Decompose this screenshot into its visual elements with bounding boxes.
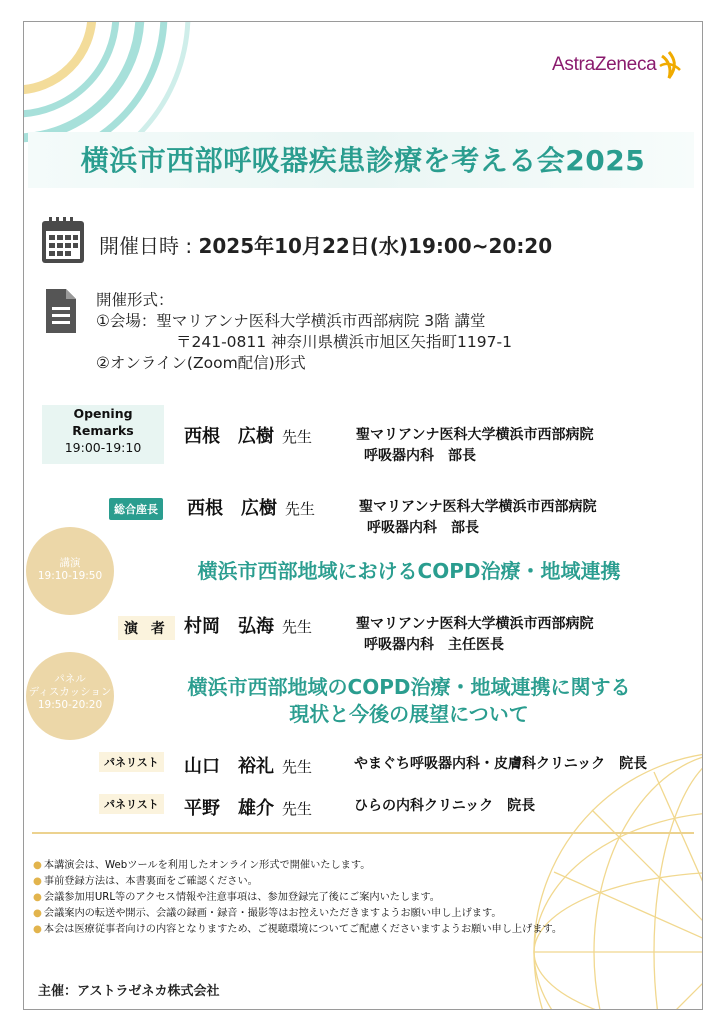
- opening-honorific: 先生: [282, 428, 313, 446]
- astrazeneca-logo: [552, 50, 682, 80]
- note-item: [33, 858, 562, 874]
- panelist-1-name: 山口 裕礼: [184, 756, 274, 777]
- panelist-1: [184, 752, 312, 778]
- format-heading: 開催形式：: [96, 291, 174, 309]
- note-item: [33, 906, 562, 922]
- note-bullet: ●: [33, 892, 42, 903]
- opening-speaker: [184, 422, 312, 448]
- lecture-topic: 横浜市西部地域におけるCOPD治療・地域連携: [197, 559, 621, 583]
- opening-aff-1: 聖マリアンナ医科大学横浜市西部病院: [356, 427, 594, 443]
- lecture-badge-label: 講演: [59, 557, 81, 569]
- date-label: 開催日時 :: [99, 234, 199, 258]
- note-text: 会議案内の転送や開示、会議の録画・録音・撮影等はお控えいただきますようお願い申し上げます。: [43, 908, 502, 919]
- date-value: 2025年10月22日(水)19:00~20:20: [198, 234, 553, 258]
- event-title: 横浜市西部呼吸器疾患診療を考える会2025: [80, 144, 646, 177]
- panel-topic-line-2: 現状と今後の展望について: [289, 702, 529, 726]
- format-venue: ①会場：聖マリアンナ医科大学横浜市西部病院 3階 講堂: [96, 312, 486, 330]
- divider: [32, 832, 694, 834]
- lecturer-name: 村岡 弘海: [184, 616, 274, 637]
- chair-aff-2: 呼吸器内科 部長: [367, 520, 479, 536]
- lecturer-honorific: 先生: [282, 618, 313, 636]
- chair-speaker: [187, 494, 315, 520]
- panel-topic-line-1: 横浜市西部地域のCOPD治療・地域連携に関する: [187, 675, 631, 699]
- note-bullet: ●: [33, 908, 42, 919]
- chair-tag: 総合座長: [109, 498, 163, 520]
- logo-mark-icon: [656, 50, 682, 80]
- note-item: [33, 874, 562, 890]
- lecturer-aff-1: 聖マリアンナ医科大学横浜市西部病院: [356, 616, 594, 632]
- panel-time: 19:50-20:20: [37, 699, 103, 711]
- panel-badge-line-2: ディスカッション: [28, 686, 112, 698]
- document-icon: [44, 287, 78, 335]
- panel-topic: [124, 674, 694, 728]
- opening-label-1: Opening: [73, 406, 133, 421]
- lecturer-affiliation: [356, 614, 593, 656]
- note-text: 事前登録方法は、本書裏面をご確認ください。: [43, 876, 258, 887]
- opening-remarks-box: [42, 405, 164, 464]
- format-block: [96, 290, 512, 374]
- opening-label-2: Remarks: [72, 423, 134, 438]
- format-address: 〒241-0811 神奈川県横浜市旭区矢指町1197-1: [176, 333, 512, 351]
- opening-affiliation: [356, 425, 593, 467]
- chair-aff-1: 聖マリアンナ医科大学横浜市西部病院: [359, 499, 597, 515]
- calendar-icon: [40, 213, 86, 265]
- panelist-2-honorific: 先生: [282, 800, 313, 818]
- logo-text: AstraZeneca: [552, 54, 657, 75]
- panelist-1-role: パネリスト: [99, 752, 164, 772]
- format-online: ②オンライン(Zoom配信)形式: [96, 354, 306, 372]
- note-text: 本会は医療従事者向けの内容となりますため、ご視聴環境についてご配慮くださいますようお願い申し上げます。: [43, 924, 563, 935]
- lecturer-role-tag: 演 者: [118, 616, 175, 640]
- chair-affiliation: [359, 497, 596, 539]
- flyer-page: [23, 21, 703, 1010]
- panelist-1-honorific: 先生: [282, 758, 313, 776]
- panelist-2: [184, 794, 312, 820]
- lecturer: [184, 612, 312, 638]
- lecture-time: 19:10-19:50: [37, 570, 103, 582]
- note-bullet: ●: [33, 860, 42, 871]
- lecturer-aff-2: 呼吸器内科 主任医長: [364, 637, 504, 653]
- panel-badge-line-1: パネル: [54, 673, 86, 685]
- note-bullet: ●: [33, 924, 42, 935]
- panelist-2-role: パネリスト: [99, 794, 164, 814]
- chair-speaker-name: 西根 広樹: [187, 498, 277, 519]
- note-text: 本講演会は、Webツールを利用したオンライン形式で開催いたします。: [43, 860, 371, 871]
- panel-badge: [26, 652, 114, 740]
- notes-list: [33, 858, 562, 938]
- lecture-badge: [26, 527, 114, 615]
- panelist-2-name: 平野 雄介: [184, 798, 274, 819]
- opening-speaker-name: 西根 広樹: [184, 426, 274, 447]
- note-text: 会議参加用URL等のアクセス情報や注意事項は、参加登録完了後にご案内いたします。: [43, 892, 440, 903]
- opening-aff-2: 呼吸器内科 部長: [364, 448, 476, 464]
- note-bullet: ●: [33, 876, 42, 887]
- opening-time: 19:00-19:10: [64, 440, 142, 455]
- date-row: [99, 230, 552, 259]
- panelist-2-affiliation: ひらの内科クリニック 院長: [354, 798, 536, 814]
- chair-honorific: 先生: [285, 500, 316, 518]
- note-item: [33, 922, 562, 938]
- panelist-1-affiliation: やまぐち呼吸器内科・皮膚科クリニック 院長: [354, 756, 648, 772]
- host: 主催：アストラゼネカ株式会社: [38, 984, 220, 999]
- note-item: [33, 890, 562, 906]
